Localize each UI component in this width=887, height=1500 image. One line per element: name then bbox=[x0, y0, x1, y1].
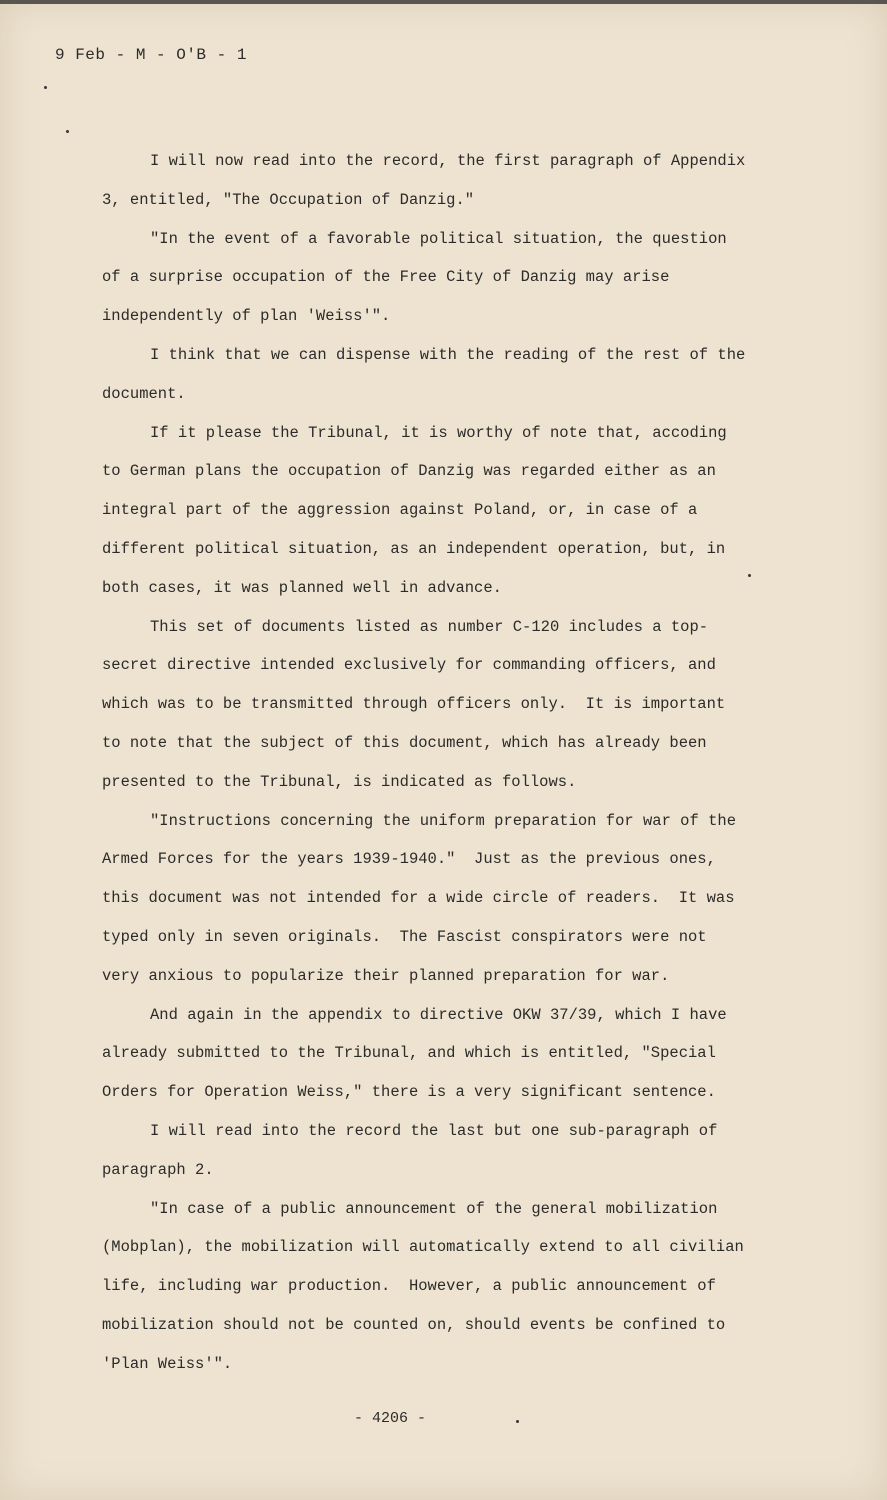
text-line: 'Plan Weiss'". bbox=[102, 1354, 233, 1373]
text-line: typed only in seven originals. The Fascist conspirators were not bbox=[102, 927, 707, 946]
text-line: which was to be transmitted through officers only. It is important bbox=[102, 695, 726, 714]
text-line: Armed Forces for the years 1939-1940." Just as the previous ones, bbox=[102, 850, 716, 869]
text-line: both cases, it was planned well in advance. bbox=[102, 578, 502, 597]
text-line: 3, entitled, "The Occupation of Danzig." bbox=[102, 190, 475, 209]
text-line: already submitted to the Tribunal, and which is entitled, "Special bbox=[102, 1044, 716, 1063]
text-line: (Mobplan), the mobilization will automatically extend to all civilian bbox=[102, 1238, 744, 1257]
text-line: integral part of the aggression against Poland, or, in case of a bbox=[102, 501, 698, 520]
stray-mark bbox=[66, 130, 69, 133]
text-line: to German plans the occupation of Danzig was regarded either as an bbox=[102, 462, 716, 481]
text-line: life, including war production. However, a public announcement of bbox=[102, 1277, 716, 1296]
text-line: paragraph 2. bbox=[102, 1160, 214, 1179]
text-line: I will now read into the record, the first paragraph of Appendix bbox=[150, 152, 746, 170]
document-body bbox=[102, 142, 782, 1384]
text-line: very anxious to popularize their planned preparation for war. bbox=[102, 966, 670, 985]
text-line: to note that the subject of this document, which has already been bbox=[102, 733, 707, 752]
text-line: document. bbox=[102, 384, 186, 403]
text-line: "Instructions concerning the uniform preparation for war of the bbox=[150, 811, 736, 830]
text-line: presented to the Tribunal, is indicated as follows. bbox=[102, 772, 577, 791]
text-line: Orders for Operation Weiss," there is a very significant sentence. bbox=[102, 1083, 716, 1102]
text-line: "In the event of a favorable political situation, the question bbox=[150, 229, 727, 248]
text-line: This set of documents listed as number C-120 includes a top- bbox=[150, 617, 709, 636]
top-edge bbox=[0, 0, 887, 4]
text-line: I will read into the record the last but one sub-paragraph of bbox=[150, 1121, 718, 1140]
page-number: - 4206 - bbox=[353, 1410, 426, 1427]
text-line: "In case of a public announcement of the general mobilization bbox=[150, 1199, 718, 1218]
stray-mark bbox=[44, 86, 47, 89]
text-line: of a surprise occupation of the Free City of Danzig may arise bbox=[102, 268, 670, 287]
page-reference-header: 9 Feb - M - O'B - 1 bbox=[55, 46, 247, 64]
text-line: independently of plan 'Weiss'". bbox=[102, 307, 391, 326]
text-line: And again in the appendix to directive OKW 37/39, which I have bbox=[150, 1005, 727, 1024]
text-line: I think that we can dispense with the reading of the rest of the bbox=[150, 345, 746, 364]
text-line: this document was not intended for a wide circle of readers. It was bbox=[102, 889, 735, 908]
text-line: mobilization should not be counted on, should events be confined to bbox=[102, 1315, 726, 1334]
text-line: different political situation, as an independent operation, but, in bbox=[102, 539, 726, 558]
text-line: secret directive intended exclusively for commanding officers, and bbox=[102, 656, 716, 675]
text-line: If it please the Tribunal, it is worthy of note that, accoding bbox=[150, 423, 727, 442]
